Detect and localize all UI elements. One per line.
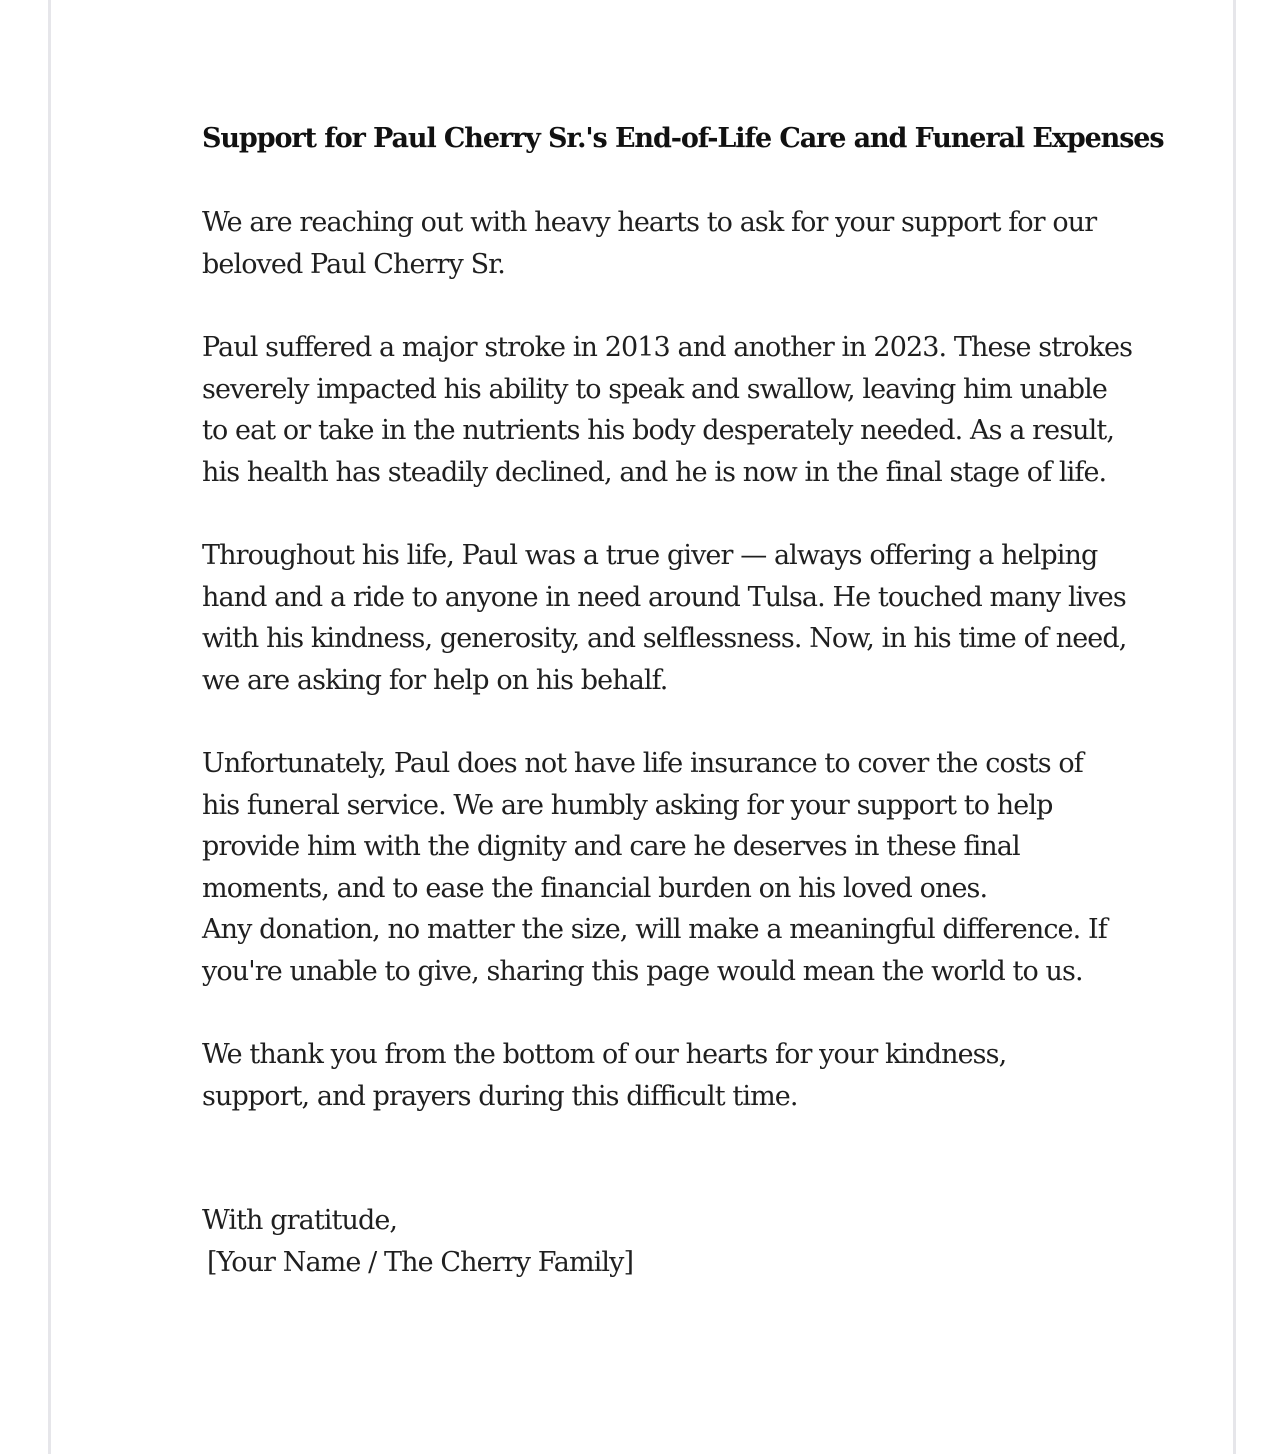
text-line: his health has steadily declined, and he is now in the final stage of life.	[202, 456, 1107, 488]
text-line: moments, and to ease the financial burden on his loved ones.	[202, 872, 988, 904]
text-line: to eat or take in the nutrients his body desperately needed. As a result,	[202, 415, 1115, 446]
text-line: Any donation, no matter the size, will make a meaningful difference. If	[202, 914, 1107, 945]
paragraph-intro	[202, 202, 1202, 285]
text-line: support, and prayers during this difficult time.	[202, 1080, 798, 1112]
text-line: Throughout his life, Paul was a true giver — always offering a helping	[202, 540, 1098, 571]
document-body	[202, 119, 1202, 1283]
text-line: Unfortunately, Paul does not have life insurance to cover the costs of	[202, 748, 1083, 779]
paragraph-funeral	[202, 743, 1202, 992]
text-line: hand and a ride to anyone in need around Tulsa. He touched many lives	[202, 581, 1126, 613]
document-title: Support for Paul Cherry Sr.'s End-of-Life Care and Funeral Expenses	[202, 123, 1164, 154]
text-line: beloved Paul Cherry Sr.	[202, 248, 505, 280]
paragraph-health	[202, 327, 1202, 493]
text-line: We thank you from the bottom of our hearts for your kindness,	[202, 1039, 1007, 1070]
signature-block	[202, 1200, 1202, 1283]
text-line: you're unable to give, sharing this page would mean the world to us.	[202, 955, 1083, 987]
paragraph-life	[202, 535, 1202, 701]
paragraph-thanks	[202, 1034, 1202, 1117]
text-line: severely impacted his ability to speak and swallow, leaving him unable	[202, 373, 1107, 405]
text-line: his funeral service. We are humbly asking for your support to help	[202, 789, 1053, 821]
text-line: We are reaching out with heavy hearts to ask for your support for our	[202, 207, 1097, 238]
signature-name: [Your Name / The Cherry Family]	[207, 1246, 634, 1278]
text-line: with his kindness, generosity, and selflessness. Now, in his time of need,	[202, 623, 1127, 654]
closing-line: With gratitude,	[202, 1205, 398, 1236]
text-line: Paul suffered a major stroke in 2013 and another in 2023. These strokes	[202, 332, 1133, 363]
text-line: we are asking for help on his behalf.	[202, 664, 668, 696]
text-line: provide him with the dignity and care he deserves in these final	[202, 831, 1020, 862]
document-page	[48, 0, 1236, 1454]
